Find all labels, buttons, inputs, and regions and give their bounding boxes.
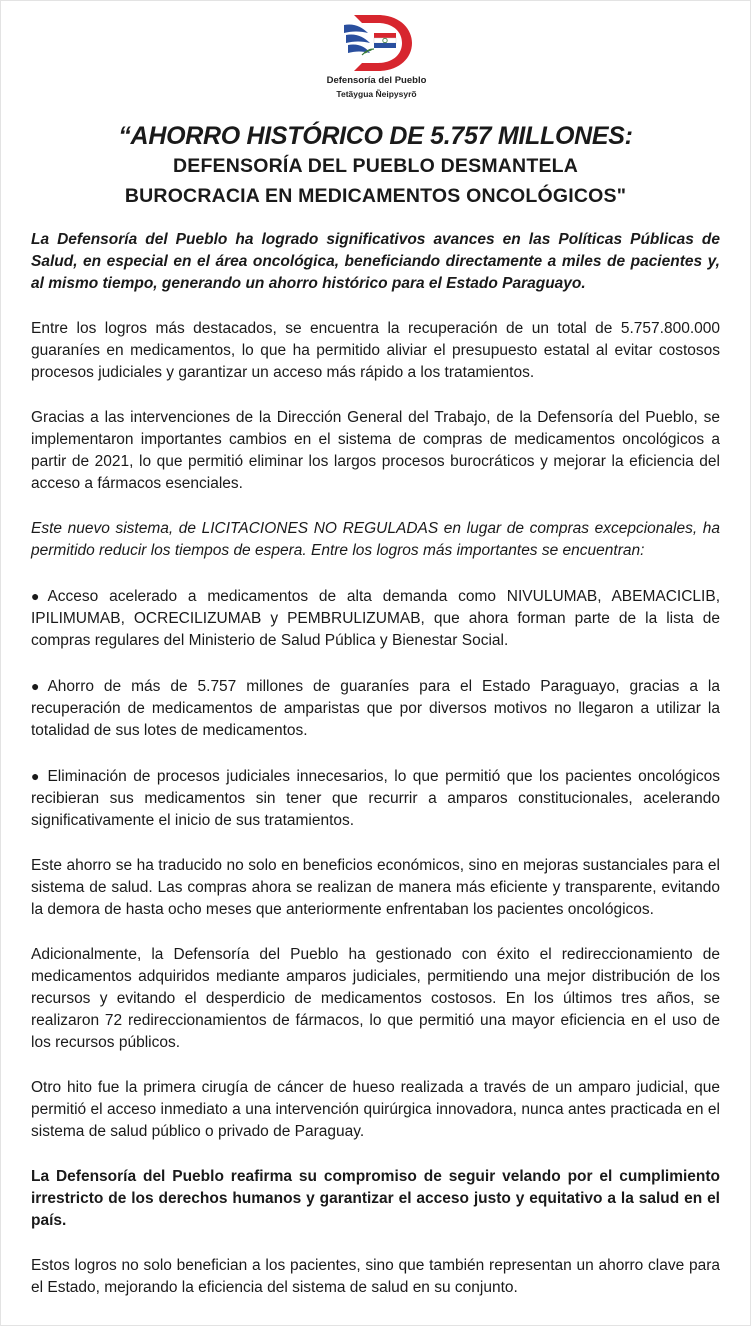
paragraph-new-system: Este nuevo sistema, de LICITACIONES NO REGULADAS en lugar de compras excepcionales, ha permitido reducir los tiempos de espera. Entre los logros más importantes se encuentran:	[31, 520, 720, 559]
bullet-text: Acceso acelerado a medicamentos de alta demanda como NIVULUMAB, ABEMACICLIB, IPILIMUMAB, OCRECILIZUMAB y PEMBRULIZUMAB, que ahora forman parte de la lista de compras regulares del Ministerio de Salud Pública y Bienestar Social.	[31, 588, 720, 649]
bullet-text: Ahorro de más de 5.757 millones de guaraníes para el Estado Paraguayo, gracias a la recuperación de medicamentos de amparistas que por diversos motivos no llegaron a utilizar la totalidad de sus lotes de medicamentos.	[31, 678, 720, 739]
logo-subtitle: Tetãygua Ñeipysyrõ	[336, 89, 417, 99]
headline	[31, 121, 720, 211]
bullet-item-savings	[31, 675, 720, 742]
paragraph-benefits: Este ahorro se ha traducido no solo en beneficios económicos, sino en mejoras sustanciales para el sistema de salud. Las compras ahora se realizan de manera más eficiente y transparente, evitando la demora de hasta ocho meses que anteriormente enfrentaban los pacientes oncológicos.	[31, 857, 720, 918]
paragraph-closing: Estos logros no solo benefician a los pacientes, sino que también representan un ahorro clave para el Estado, mejorando la eficiencia del sistema de salud en su conjunto.	[31, 1257, 720, 1296]
bullet-icon: ●	[31, 588, 40, 604]
bullet-icon: ●	[31, 768, 40, 784]
bullet-item-elimination	[31, 765, 720, 832]
paragraph-commitment: La Defensoría del Pueblo reafirma su compromiso de seguir velando por el cumplimiento irrestricto de los derechos humanos y garantizar el acceso justo y equitativo a la salud en el país.	[31, 1168, 720, 1229]
defensoria-logo-icon	[340, 11, 414, 73]
bullet-icon: ●	[31, 678, 40, 694]
headline-line-2: DEFENSORÍA DEL PUEBLO DESMANTELA	[172, 155, 579, 177]
bullet-item-access	[31, 585, 720, 652]
paragraph-redirection: Adicionalmente, la Defensoría del Pueblo ha gestionado con éxito el redireccionamiento de medicamentos adquiridos mediante amparos judiciales, permitiendo una mejor distribución de los recursos y evitando el desperdicio de medicamentos costosos. En los últimos tres años, se realizaron 72 redireccionamientos de fármacos, lo que permitió una mayor eficiencia en el uso de los recursos públicos.	[31, 946, 720, 1051]
headline-line-3: BUROCRACIA EN MEDICAMENTOS ONCOLÓGICOS"	[124, 185, 627, 207]
headline-line-1: “AHORRO HISTÓRICO DE 5.757 MILLONES:	[118, 122, 633, 150]
header-logo	[1, 1, 751, 105]
intro-paragraph: La Defensoría del Pueblo ha logrado significativos avances en las Políticas Públicas de Salud, en especial en el área oncológica, beneficiando directamente a miles de pacientes y, al mismo tiempo, generando un ahorro histórico para el Estado Paraguayo.	[31, 231, 720, 292]
logo-name: Defensoría del Pueblo	[326, 75, 427, 86]
bullet-text: Eliminación de procesos judiciales innecesarios, lo que permitió que los pacientes oncológicos recibieran sus medicamentos sin tener que recurrir a amparos constitucionales, acelerando significativamente el inicio de sus tratamientos.	[31, 768, 720, 829]
paragraph-recovery: Entre los logros más destacados, se encuentra la recuperación de un total de 5.757.800.000 guaraníes en medicamentos, lo que ha permitido aliviar el presupuesto estatal al evitar costosos procesos judiciales y garantizar un acceso más rápido a los tratamientos.	[31, 320, 720, 381]
paragraph-interventions: Gracias a las intervenciones de la Dirección General del Trabajo, de la Defensoría del Pueblo, se implementaron importantes cambios en el sistema de compras de medicamentos oncológicos a partir de 2021, lo que permitió eliminar los largos procesos burocráticos y mejorar la eficiencia del acceso a fármacos esenciales.	[31, 409, 720, 492]
paragraph-surgery: Otro hito fue la primera cirugía de cáncer de hueso realizada a través de un amparo judicial, que permitió el acceso inmediato a una intervención quirúrgica innovadora, nunca antes practicada en el sistema de salud público o privado de Paraguay.	[31, 1079, 720, 1140]
